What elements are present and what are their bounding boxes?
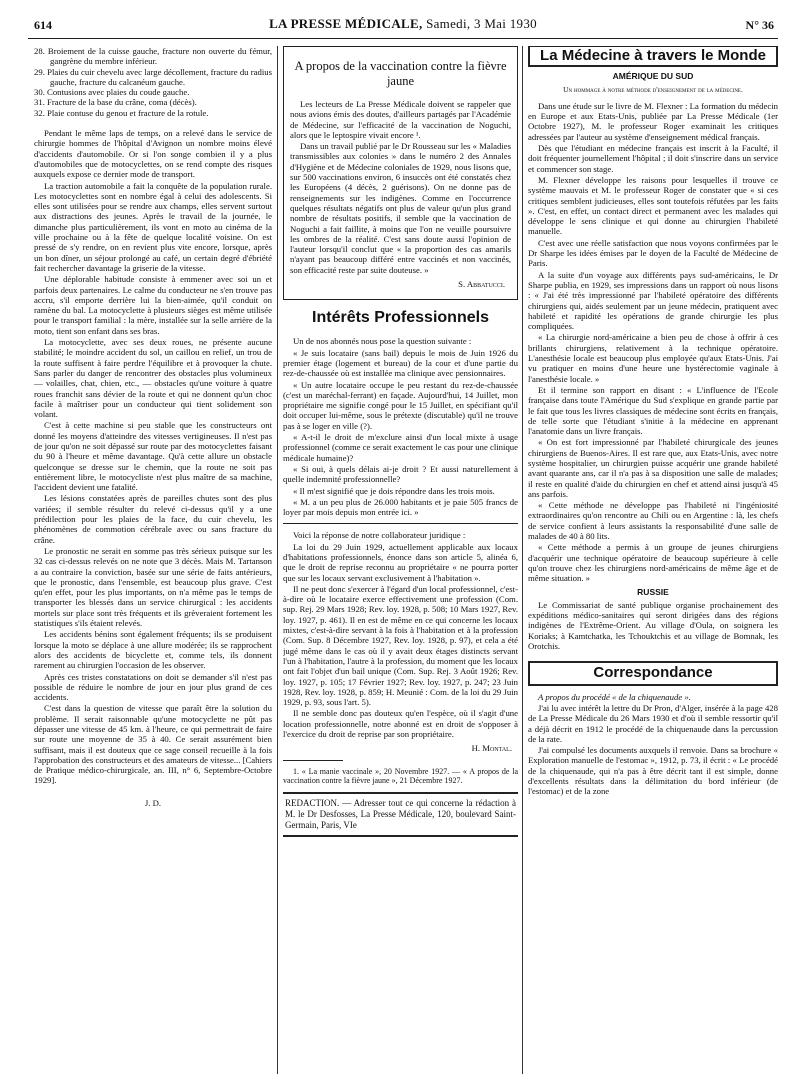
paragraph: « On est fort impressionné par l'habileté chirurgicale des jeunes chirurgiens de Buenos-Aires. Il est rare que, aux Etats-Unis, avec notre système hospitalier, un chirurgien puisse acquérir une grande habileté avant quarante ans, car il n'a pas à sa disposition une salle de malades; il reste en qualité d'aide du chirurgien en chef et attend ainsi jusqu'à 45 ans parfois. <box>528 437 778 499</box>
paragraph: « Cette méthode ne développe pas l'habileté ni l'ingéniosité extraordinaires qu'on rencontre au Chili ou en Argentine : là, les chefs de service confient à leurs assistants la responsabilité d'une salle de malades de 40 à 80 lits. <box>528 500 778 542</box>
article-subtitle: A propos du procédé « de la chiquenaude ». <box>538 691 691 702</box>
paragraph: C'est à cette machine si peu stable que les constructeurs ont donné les moyens d'atteindre des vitesses vertigineuses. Il n'est pas de jour qu'on ne soit dépassé sur route par des motocyclettes faisant du 90 à l'heure et même davantage. Qu'à cette allure un obstacle quelconque se dresse sur le chemin, que la route ne soit pas entièrement libre, le motocycliste n'est plus maître de sa machine, l'accident devient une fatalité. <box>34 420 272 493</box>
journal-name: LA PRESSE MÉDICALE, <box>269 16 423 31</box>
issue-number: N° 36 <box>745 18 774 32</box>
paragraph: Dans une étude sur le livre de M. Flexner : La formation du médecin en Europe et aux Etats-Unis, publiée par La Presse Médicale (1er Octobre 1927), M. le professeur Roger examinait les critiques adressées par l'auteur au système d'enseignement médical français. <box>528 100 778 142</box>
column-left <box>34 46 272 1076</box>
paragraph: « Un autre locataire occupe le peu restant du rez-de-chaussée (c'est un maréchal-ferrant) en façade. Aujourd'hui, 14 Juillet, mon propriétaire me signifie congé pour le 15 Juillet, en spécifiant qu'il doit occuper lui-même, sous le prétexte (discutable) qu'il ne trouve pas à se loger en ville (?). <box>283 379 518 431</box>
journal-title <box>28 16 778 32</box>
injury-list <box>34 46 272 118</box>
page-header <box>28 4 778 36</box>
paragraph: Un de nos abonnés nous pose la question suivante : <box>293 336 472 347</box>
column-right <box>528 46 778 1076</box>
article-title: A propos de la vaccination contre la fièvre jaune <box>294 59 507 88</box>
separator <box>283 523 518 524</box>
paragraph: Il ne peut donc s'exercer à l'égard d'un local professionnel, c'est-à-dire où le locataire exerce effectivement une profession (Com. sup. Rej. 29 Mars 1928; Rev. loy. 1928, p. 508; 10 Mars 1927, Rev. loy. 1927, p. 461). Il en est de même en ce qui concerne les locaux mixtes, c'est-à-dire servant à la fois à l'habitation et à la profession (Com. Sup. 8 Décembre 1927, Rev. loy. 1928, p. 97), et cela a été jugé même dans le cas où il y avait deux étages distincts servant l'un à l'habitation, l'autre à la profession, du moment que les locaux ont fait l'objet d'un bail unique (Com. Sup. Rej. 3 Août 1926; Rev. loy. 1927, p. 105; 17 Février 1927; Rev. loy. 1927, p. 247; 23 Juin 1928, Rev. loy. 1928, p. 859; H. Meunié : Com. de la loi du 29 Juin 1929, p. 93, sous l'art. 5). <box>283 583 518 708</box>
paragraph: « La chirurgie nord-américaine a bien peu de chose à offrir à ces brillants chirurgiens, relativement à la technique opératoire. L'anesthésie locale est beaucoup plus employée qu'aux Etats-Unis. J'ai vu pratiquer en moins d'une heure une hystérectomie vaginale à l'anesthésie locale. » <box>528 332 778 384</box>
paragraph: « M. a un peu plus de 26.000 habitants et je paie 505 francs de loyer par mois depuis mon entrée ici. » <box>283 496 518 518</box>
list-item: 32. Plaie contuse du genou et fracture de la rotule. <box>34 107 209 118</box>
paragraph: Après ces tristes constatations on doit se demander s'il n'est pas possible de réduire le nombre de jour en jour plus grand de ces accidents. <box>34 671 272 703</box>
section-title: Correspondance <box>528 661 778 685</box>
region-heading: AMÉRIQUE DU SUD <box>612 71 694 82</box>
paragraph: « Je suis locataire (sans bail) depuis le mois de Juin 1926 du premier étage (logement et bureau) de la cour et d'une partie du rez-de-chaussée où est installée ma clinique avec pensionnaires. <box>283 347 518 379</box>
paragraph: Le Commissariat de santé publique organise prochainement des expéditions médico-sanitaires qui seront dirigées dans des régions indigènes de l'Extrême-Orient. Au village d'Oula, on soignera les Koriaks; à Kamtchatka, les Tchouktchis et au village de Bomnak, les Orotchis. <box>528 599 778 652</box>
signature: H. Montal. <box>471 743 512 754</box>
paragraph: Dans un travail publié par le Dr Rousseau sur les « Maladies transmissibles aux colonies » dans le numéro 2 des Annales d'Hygiène et de Médecine coloniales de 1929, nous lisons que, sur 500 vaccinations environ, 6 insuccès ont été constatés chez les Européens (4 décès, 2 guérisons). On ne donne pas de renseignements sur les indigènes. Comme en l'occurrence quelques résultats négatifs ont plus de valeur qu'un plus grand nombre de résultats positifs, il semble que la vaccination de Noguchi a fait faillite, à moins que l'on ne veuille poursuivre les ombres de la réalité. C'est sans doute aussi l'opinion de l'auteur lorsqu'il conclut que « la proportion des cas amarils n'ayant pas beaucoup différé entre vaccinés et non vaccinés, son efficacité reste par suite douteuse. » <box>290 141 511 275</box>
list-item: 31. Fracture de la base du crâne, coma (décès). <box>34 97 197 108</box>
paragraph: « Cette méthode a permis à un groupe de jeunes chirurgiens d'acquérir une technique opératoire de beaucoup supérieure à celle qu'on trouve chez les chirurgiens nord-américains de même âge et de même situation. » <box>528 542 778 584</box>
paragraph: J'ai lu avec intérêt la lettre du Dr Pron, d'Alger, insérée à la page 428 de La Presse Médicale du 26 Mars 1930 et d'où il semble ressortir qu'il a déjà décrit en 1912 le procédé de la chiquenaude dans la percussion de la rate. <box>528 702 778 744</box>
signature: S. Abbatucci. <box>458 279 505 290</box>
article-subtitle: Un hommage à notre méthode d'enseignement de la médecine. <box>563 84 743 94</box>
list-item: 30. Contusions avec plaies du coude gauche. <box>34 87 190 98</box>
header-rule <box>28 38 778 39</box>
paragraph: Les lecteurs de La Presse Médicale doivent se rappeler que nous avions émis des doutes, d'ailleurs partagés par l'Académie de Médecine, sur l'efficacité de la vaccination de Noguchi, alors que le leptospire vivait encore ¹. <box>290 99 511 140</box>
paragraph: Le pronostic ne serait en somme pas très sérieux puisque sur les 32 cas ci-dessus relevés on ne note que 3 décès. Mais M. Tartanson a au contraire la conviction, basée sur une série de faits antérieurs, que le pronostic, dans l'ensemble, est beaucoup plus grave. C'est qu'en effet, pour les plus importants, on n'a même pas le temps de transporter les blessés dans un service chirurgical : les accidents mortels sur place sont très fréquents et ils grèveraient fortement les statistiques s'ils étaient relevés. <box>34 545 272 629</box>
footnote-rule <box>283 760 343 761</box>
paragraph: C'est avec une réelle satisfaction que nous voyons confirmées par le Dr Sharpe les idées émises par le doyen de la Faculté de Médecine de Paris. <box>528 237 778 269</box>
paragraph: Dès que l'étudiant en médecine français est inscrit à la Faculté, il doit fréquenter journellement l'hôpital ; il doit s'inscrire dans un service et commencer son stage. <box>528 143 778 174</box>
section-title: Intérêts Professionnels <box>312 309 489 327</box>
paragraph: « Si oui, à quels délais ai-je droit ? Et aussi naturellement à quelle indemnité professionnelle? <box>283 463 518 485</box>
paragraph: A la suite d'un voyage aux différents pays sud-américains, le Dr Sharpe publia, en 1929, ses impressions dans un rapport où nous lisons : « J'ai été très impressionné par l'habileté opératoire des différents chirurgiens qui, aidés seulement par un jeune médecin, pratiquent avec habileté et rapidité les opérations de grande chirurgie les plus compliquées. <box>528 269 778 332</box>
paragraph: C'est dans la question de vitesse que paraît être la solution du problème. Il serait raisonnable qu'une motocyclette ne pût pas dépasser une vitesse de 45 km. à l'heure, ce qui permettrait de faire sur route une moyenne de 35 à 40. Ce serait assurément bien suffisant, mais il est douteux que ce sage conseil recueille à la fois l'approbation des constructeurs et des amateurs de vitesse... [Cahiers de Pratique médico-chirurgicale, an. III, n° 6, Septembre-Octobre 1929]. <box>34 703 272 786</box>
paragraph: Et il termine son rapport en disant : « L'influence de l'Ecole française dans toute l'Amérique du Sud s'explique en grande partie par le fait que tous les livres classiques de médecine sont écrits en français, de telle sorte que l'étudiant s'initie à la médecine en apprenant l'anatomie dans un livre français. <box>528 384 778 437</box>
list-item: 28. Broiement de la cuisse gauche, fracture non ouverte du fémur, gangrène du membre inférieur. <box>34 46 272 67</box>
region-heading: RUSSIE <box>637 586 669 597</box>
column-divider <box>277 46 278 1074</box>
paragraph: « A-t-il le droit de m'exclure ainsi d'un local mixte à usage professionnel (comme ce serait exactement le cas pour une clinique médicale humaine)? <box>283 432 518 463</box>
paragraph: La motocyclette, avec ses deux roues, ne présente aucune stabilité; le moindre accident du sol, un caillou en relief, un trou de la route suffisent à faire perdre l'équilibre et à provoquer la chute. Sans parler du danger de rencontrer des obstacles plus volumineux — volailles, chat, chien, etc., — obstacles qu'une voiture à quatre roues franchit sans dévier de la route et qui ne donnent qu'un choc facile à maîtriser pour un conducteur qui tient solidement son volant. <box>34 337 272 420</box>
issue-date: Samedi, 3 Mai 1930 <box>426 16 537 31</box>
paragraph: « Il m'est signifié que je dois répondre dans les trois mois. <box>293 485 495 496</box>
list-item: 29. Plaies du cuir chevelu avec large décollement, fracture du radius gauche, fracture du calcanéum gauche. <box>34 66 272 87</box>
paragraph: Les accidents bénins sont également fréquents; ils se produisent lorsque la moto se déplace à une allure modérée; ils se rapprochent alors des accidents de bicyclette et, comme tels, ils donnent rarement au chirurgien l'occasion de les observer. <box>34 629 272 671</box>
redaction-notice: REDACTION. — Adresser tout ce qui concerne la rédaction à M. le Dr Desfosses, La Presse Médicale, 120, boulevard Saint-Germain, Paris, VIe <box>283 792 518 837</box>
paragraph: J'ai compulsé les documents auxquels il renvoie. Dans sa brochure « Exploration manuelle de l'estomac », 1912, p. 73, il écrit : « Le procédé de la chiquenaude, qui n'a pas à être décrit tant il est simple, donne d'excellents résultats dans la délimitation du bord inférieur (de l'estomac) et de la zone <box>528 745 778 797</box>
page-number: 614 <box>34 18 52 32</box>
paragraph: Voici la réponse de notre collaborateur juridique : <box>293 530 466 541</box>
paragraph: Les lésions constatées après de pareilles chutes sont des plus variées; il semble résulter du relevé ci-dessus qu'il y a une prédilection pour les plaies de la face, du cuir chevelu, les phénomènes de commotion cérébrale avec ou sans fracture du crâne. <box>34 493 272 545</box>
footnote: 1. « La manie vaccinale », 20 Novembre 1927. — « A propos de la vaccination contre la fièvre jaune », 21 Décembre 1927. <box>283 766 518 786</box>
column-middle <box>283 46 518 1076</box>
signature: J. D. <box>144 797 162 808</box>
vaccination-article <box>283 46 518 300</box>
paragraph: La traction automobile a fait la conquête de la population rurale. Les motocyclettes sont en nombre égal à celui des adolescents. Si elles sont utilisées pour se rendre aux champs, elles servent surtout aux distractions des jeunes. Après le travail de la journée, le dimanche plus particulièrement, ils vont en moto au cinéma de la ville prochaine ou à la fête de quelque localité voisine. On est pressé de s'y rendre, on en revient plus vite encore, lorsque, après un bon dîner, un séjour prolongé au café, un certain degré d'ébriété fait rechercher davantage la griserie de la vitesse. <box>34 180 272 273</box>
paragraph: La loi du 29 Juin 1929, actuellement applicable aux locaux d'habitations professionnels, énonce dans son article 5, alinéa 6, que le droit de reprise reconnu au propriétaire « ne pourra porter que sur les locaux servant exclusivement à l'habitation ». <box>283 541 518 583</box>
section-title: La Médecine à travers le Monde <box>528 46 778 67</box>
paragraph: Pendant le même laps de temps, on a relevé dans le service de chirurgie hommes de l'hôpital d'Avignon un nombre moins élevé d'accidents d'automobile. Or si l'on songe combien il y a plus d'automobiles que de motocyclettes, on se rend compte des risques auxquels expose ce dernier mode de transport. <box>34 128 272 180</box>
paragraph: M. Flexner développe les raisons pour lesquelles il trouve ce système mauvais et M. le professeur Roger de constater que « si ces critiques semblent judicieuses, elles sont toutefois réfutées par les faits ». C'est, en effet, un contact direct et permanent avec les malades qui développe le sens clinique et qui donne au chirurgien l'habileté manuelle. <box>528 174 778 237</box>
paragraph: Il ne semble donc pas douteux qu'en l'espèce, où il s'agit d'une location professionnelle, notre abonné est en droit de s'opposer à l'exercice du droit de reprise par son propriétaire. <box>283 708 518 740</box>
paragraph: Une déplorable habitude consiste à emmener avec soi un et parfois deux partenaires. Le calme du conducteur ne s'en trouve pas accru, s'il emporte derrière lui la bien-aimée, qu'il conduit on ramène du bal. La motocyclette à plusieurs sièges est même utilisée pour le transport familial : la mère, installée sur la selle arrière de la moto, tient son enfant dans ses bras. <box>34 274 272 336</box>
column-divider <box>522 46 523 1074</box>
